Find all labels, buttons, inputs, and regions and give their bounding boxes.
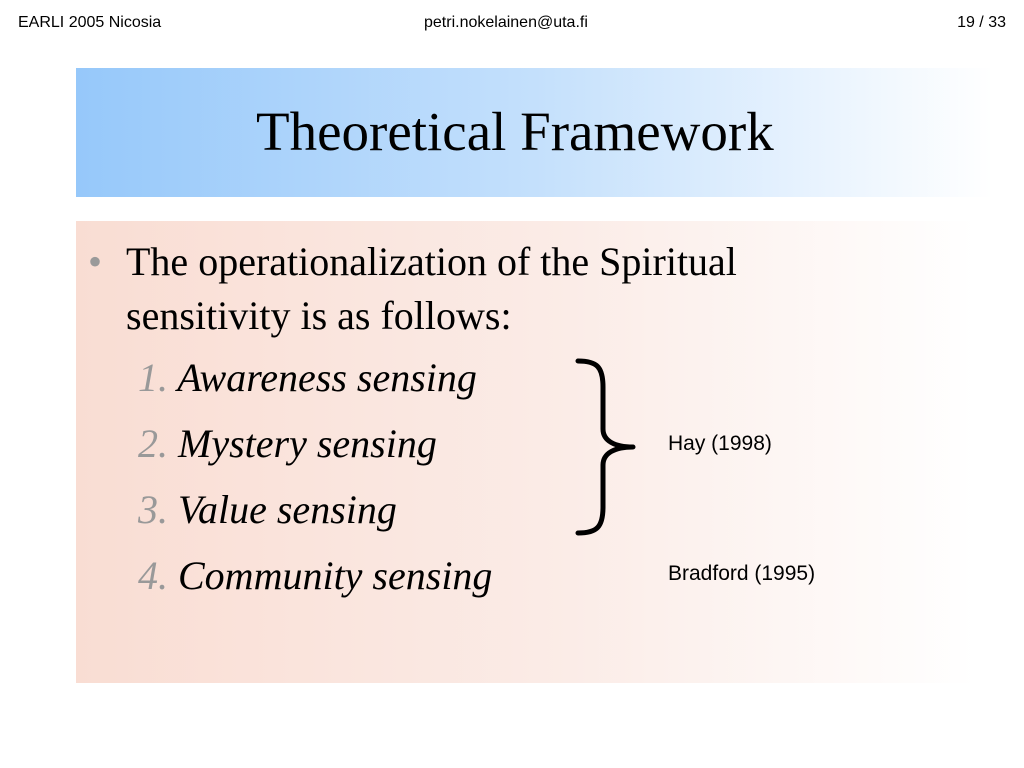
content-box [76,221,976,683]
item-label: Value sensing [178,487,397,532]
header-email: petri.nokelainen@uta.fi [424,14,588,31]
list-item-awareness [138,353,477,403]
title-band [76,68,993,197]
item-number: 3. [138,487,168,532]
slide-title: Theoretical Framework [256,101,774,162]
bullet-text: The operationalization of the Spiritual sensitivity is as follows: [126,239,737,338]
header-event: EARLI 2005 Nicosia [18,14,162,31]
list-item-community [138,551,492,601]
item-label: Community sensing [178,553,493,598]
item-number: 4. [138,553,168,598]
item-label: Awareness sensing [177,355,477,400]
citation-hay: Hay (1998) [668,432,772,455]
bullet-marker: • [88,239,103,284]
page-number: 19 / 33 [957,14,1006,31]
item-label: Mystery sensing [178,421,437,466]
list-item-value [138,485,397,535]
list-item-mystery [138,419,437,469]
item-number: 1. [138,355,168,400]
citation-bradford: Bradford (1995) [668,562,816,585]
curly-brace-icon [575,357,639,539]
item-number: 2. [138,421,168,466]
